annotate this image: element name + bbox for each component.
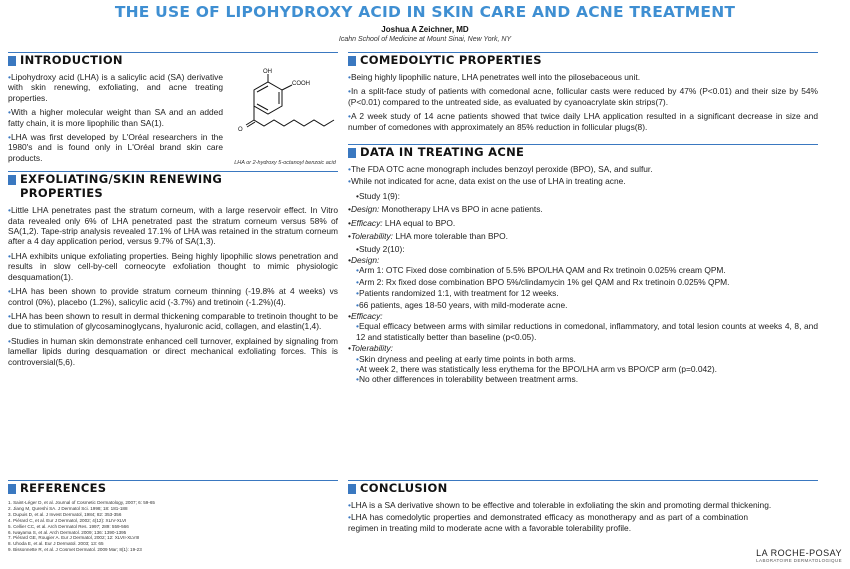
acne-bullet: • While not indicated for acne, data exist on the use of LHA in treating acne.: [348, 176, 818, 186]
exfoliating-bullet: • LHA has been shown to provide stratum corneum thinning (-19.8% at 4 weeks) vs control (0%), placebo (1.2%), salicylic acid (-3.7%) and tretinoin (-1.2%)(4).: [8, 286, 338, 307]
comedolytic-bullet: • In a split-face study of patients with comedonal acne, follicular casts were reduced by 47% (P<0.01) and their size by 54% (P<0.01) compared to the untreated side, as evaluated by cyanoacrylate skin strips(7).: [348, 86, 818, 107]
conclusion-heading: CONCLUSION: [348, 480, 818, 495]
intro-bullet: • LHA was first developed by L'Oréal researchers in the 1980's and is found only in L'Oréal brand skin care products.: [8, 132, 223, 163]
reference-item: 2. Jiang M, Qureshi SA. J Dermatol Sci. 1998; 18: 181-188: [8, 505, 128, 511]
intro-bullet: • With a higher molecular weight than SA and an added fatty chain, it is more lipophilic than SA(1).: [8, 107, 223, 128]
comedolytic-bullet: • Being highly lipophilic nature, LHA penetrates well into the pilosebaceous unit.: [348, 72, 818, 82]
oh-label: OH: [263, 69, 272, 75]
intro-bullet: • Lipohydroxy acid (LHA) is a salicylic acid (SA) derivative with skin renewing, exfoliating, and acne treating properties.: [8, 72, 223, 103]
references-list: [8, 500, 338, 553]
study2-design-label: •Design:: [348, 254, 380, 265]
affiliation: Icahn School of Medicine at Mount Sinai, New York, NY: [338, 36, 512, 43]
study2-design-item: • Arm 1: OTC Fixed dose combination of 5.5% BPO/LHA QAM and Rx tretinoin 0.025% cream QPM.: [348, 265, 818, 275]
conclusion-section: [348, 480, 818, 537]
study2-design-item: • Patients randomized 1:1, with treatment for 12 weeks.: [348, 288, 818, 298]
exfoliating-heading: EXFOLIATING/SKIN RENEWING PROPERTIES: [8, 171, 338, 200]
figure-caption: LHA or 2-hydroxy 5-octanoyl benzoic acid: [234, 160, 336, 166]
lha-molecule-diagram: [232, 68, 338, 160]
study-1: [348, 191, 818, 242]
la-roche-posay-logo: [756, 548, 842, 563]
references-section: [8, 480, 338, 553]
exfoliating-bullet: • LHA exhibits unique exfoliating properties. Being highly lipophilic slows penetration and results in slow cell-by-cell corneocyte exfoliation thought to mimic physiologic desquamation(1).: [8, 251, 338, 282]
conclusion-bullet: • LHA is a SA derivative shown to be effective and tolerable in exfoliating the skin and promoting dermal thickening.: [348, 500, 818, 510]
exfoliating-bullet: • LHA has been shown to result in dermal thickening comparable to tretinoin thought to be due to stimulation of glycosaminoglycans, hyaluronic acid, collagen, and elastin(1,4).: [8, 311, 338, 332]
reference-item: 7. Piérard GE, Rougier A. Eur J Dermatol, 2002; 12: XLVII-XLVIII: [8, 535, 140, 541]
exfoliating-bullet: • Little LHA penetrates past the stratum corneum, with a large reservoir effect. In Vitro data revealed only 6% of LHA penetrated past the stratum corneum versus 58% of SA(1,2). Tape-strip analysis revealed 17.1% of LHA was retained in the stratum corneum after a 4 day application period, versus 9.7% of SA(1,3).: [8, 205, 338, 247]
conclusion-bullet: • LHA has comedolytic properties and demonstrated efficacy as monotherapy and as part of a combination regimen in treating mild to moderate acne with a favorable tolerability profile.: [348, 512, 748, 533]
references-heading: REFERENCES: [8, 480, 338, 495]
comedolytic-heading: COMEDOLYTIC PROPERTIES: [348, 52, 818, 67]
study2-efficacy-item: • Equal efficacy between arms with similar reductions in comedonal, inflammatory, and total lesion counts at weeks 4, 8, and 12 and statistically better than baseline (p<0.05).: [348, 321, 818, 342]
reference-item: 4. Piérard C, et al. Eur J Dermatol, 2002; 4(12): XLIV-XLVI: [8, 517, 127, 523]
study1-efficacy: •Efficacy: LHA equal to BPO.: [348, 217, 456, 228]
reference-item: 8. Uhoda E, et al. Eur J Dermatol. 2003; 13: 65: [8, 541, 104, 547]
author: Joshua A Zeichner, MD: [381, 25, 469, 34]
reference-item: 9. Bissonnette R, et al. J Cosmet Dermatol. 2009 Mar; 8(1): 19-23: [8, 547, 142, 553]
poster-title: THE USE OF LIPOHYDROXY ACID IN SKIN CARE AND ACNE TREATMENT: [114, 3, 736, 21]
acne-heading: DATA IN TREATING ACNE: [348, 144, 818, 159]
study-2: [348, 244, 818, 384]
study1-design: •Design: Monotherapy LHA vs BPO in acne patients.: [348, 204, 543, 215]
study2-design-item: • 66 patients, ages 18-50 years, with mild-moderate acne.: [348, 300, 818, 310]
acne-bullet: • The FDA OTC acne monograph includes benzoyl peroxide (BPO), SA, and sulfur.: [348, 164, 818, 174]
reference-item: 6. Iwayama S, et al. Arch Dermatol. 2009; 136: 1390-1395: [8, 529, 127, 535]
logo-tagline: LABORATOIRE DERMATOLOGIQUE: [756, 558, 842, 563]
introduction-body: [8, 72, 223, 163]
study2-design-item: • Arm 2: Rx fixed dose combination BPO 5%/clindamycin 1% gel QAM and Rx tretinoin 0.025% QPM.: [348, 277, 818, 287]
study1-title: •Study 1(9):: [356, 190, 400, 201]
reference-item: 1. Saint-Léger D, et al. Journal of Cosmetic Dermatology, 2007; 6: 59-65: [8, 500, 155, 505]
comedolytic-bullet: • A 2 week study of 14 acne patients showed that twice daily LHA application resulted in a significant decrease in size and number of comedones with approximately an 85% reduction in follicular plugs(8).: [348, 111, 818, 132]
reference-item: 5. Cellier CC, et al. Arch Dermatol Res. 1997; 289: 559-566: [8, 523, 129, 529]
study2-tolerability-item: • Skin dryness and peeling at early time points in both arms.: [348, 354, 818, 364]
logo-brand: LA ROCHE-POSAY: [756, 548, 842, 558]
o-label: O: [238, 127, 243, 133]
study2-tolerability-item: • At week 2, there was statistically less erythema for the BPO/LHA arm vs BPO/CP arm (p=0.042).: [348, 364, 818, 374]
introduction-heading: INTRODUCTION: [8, 52, 338, 67]
study2-efficacy-label: •Efficacy:: [348, 310, 383, 321]
reference-item: 3. Dupuis D, et al. J Invest Dermatol, 1984; 82: 353-356: [8, 511, 122, 517]
exfoliating-bullet: • Studies in human skin demonstrate enhanced cell turnover, explained by signaling from lamellar lipids during desquamation or direct mechanical exfoliating forces. This is controversial(5,6).: [8, 336, 338, 367]
cooh-label: COOH: [292, 81, 310, 87]
study1-tolerability: •Tolerability: LHA more tolerable than BPO.: [348, 231, 508, 242]
study2-title: •Study 2(10):: [356, 244, 405, 255]
study2-tolerability-label: •Tolerability:: [348, 343, 393, 354]
study2-tolerability-item: • No other differences in tolerability between treatment arms.: [348, 374, 818, 384]
right-column: [348, 52, 818, 389]
